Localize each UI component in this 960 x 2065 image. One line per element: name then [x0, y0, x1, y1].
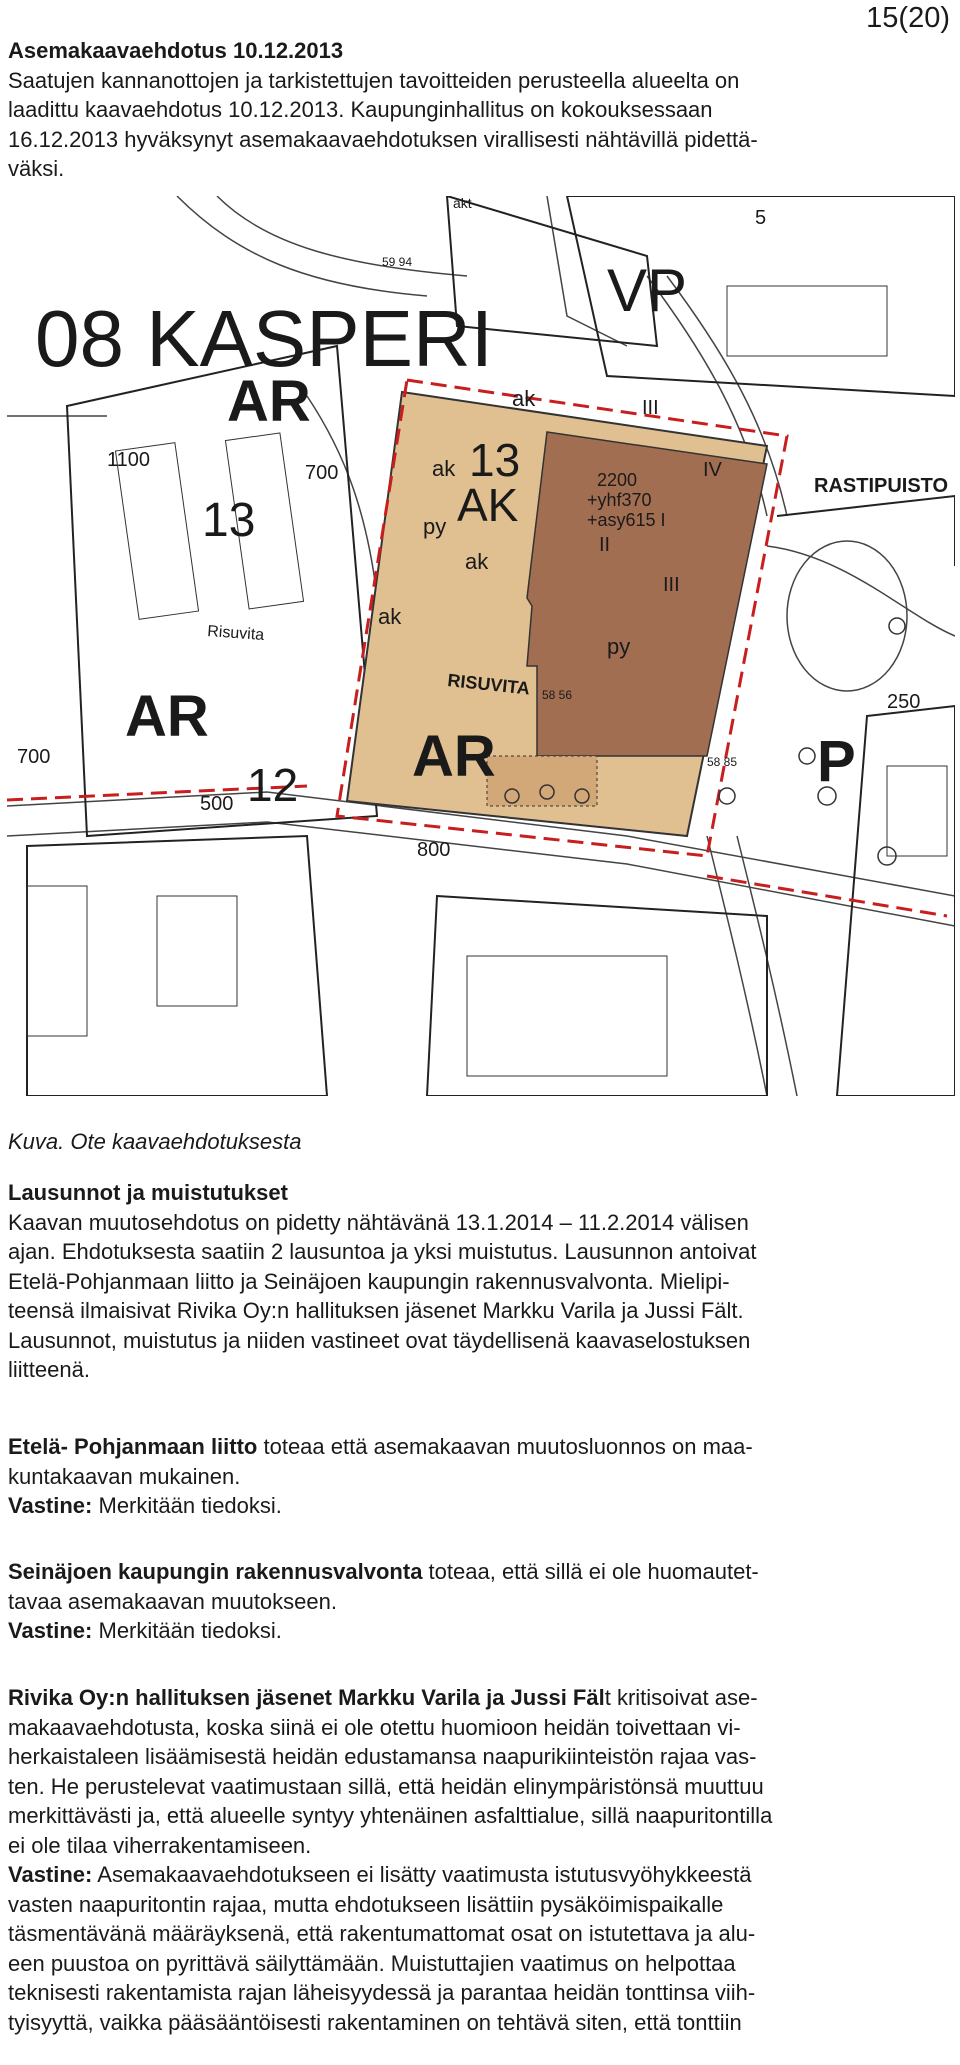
statement-rivika	[8, 1683, 952, 2037]
map-yhf: +yhf370	[587, 490, 652, 510]
statement-line: kuntakaavan mukainen.	[8, 1463, 241, 1489]
response-label: Vastine:	[8, 1862, 93, 1887]
figure-caption: Kuva. Ote kaavaehdotuksesta	[8, 1129, 302, 1154]
map-ak-label: ak	[432, 456, 456, 481]
map-number: 700	[305, 462, 339, 484]
map-py-label: py	[423, 514, 447, 539]
response-label: Vastine:	[8, 1493, 93, 1518]
statement-line: makaavaehdotusta, koska siinä ei ole otettu huomioon heidän toivettaan vi-	[8, 1714, 741, 1740]
response-text: Merkitään tiedoksi.	[92, 1493, 282, 1518]
map-p: P	[817, 729, 856, 794]
map-ak-label: ak	[512, 386, 536, 411]
map-akt: akt	[453, 196, 472, 211]
map-elevation: 58 56	[542, 688, 573, 702]
map-block-13: 13	[202, 494, 256, 547]
statement-etela-pohjanmaa	[8, 1432, 952, 1521]
map-rastipuisto: RASTIPUISTO	[814, 475, 949, 497]
statements-line: Lausunnot, muistutus ja niiden vastineet ovat täydellisenä kaavaselostuksen	[8, 1327, 751, 1353]
map-number: 1100	[107, 449, 151, 471]
map-vp: VP	[607, 257, 688, 324]
statements-line: ajan. Ehdotuksesta saatiin 2 lausuntoa ja yksi muistutus. Lausunnon antoivat	[8, 1239, 757, 1264]
statement-text: toteaa, että sillä ei ole huomautet-	[422, 1559, 759, 1584]
statement-author: Seinäjoen kaupungin rakennusvalvonta	[8, 1559, 423, 1584]
map-number: 700	[17, 746, 51, 768]
response-line	[8, 1860, 952, 1890]
statement-line	[8, 1432, 952, 1462]
map-ak-zone: AK	[457, 479, 519, 531]
map-py-label: py	[607, 634, 631, 659]
map-ak-number: 13	[469, 434, 521, 486]
statement-line	[8, 1683, 952, 1713]
response-label: Vastine:	[8, 1618, 93, 1643]
statements-line: teensä ilmaisivat Rivika Oy:n hallituksen jäsenet Markku Varila ja Jussi Fält.	[8, 1298, 744, 1323]
map-asy: +asy615 I	[587, 510, 666, 530]
statements-line: Etelä-Pohjanmaan liitto ja Seinäjoen kaupungin rakennusvalvonta. Mielipi-	[8, 1268, 730, 1294]
statements-line: Kaavan muutosehdotus on pidetty nähtävänä 13.1.2014 – 11.2.2014 välisen	[8, 1209, 749, 1235]
intro-section	[8, 36, 952, 184]
map-street-risuvita-small: Risuvita	[206, 623, 265, 644]
statement-line: merkittävästi ja, että alueelle syntyy yhtenäinen asfalttialue, sillä naapuritontilla	[8, 1803, 773, 1828]
map-floors-iii-top: III	[642, 397, 659, 419]
map-street-risuvita: RISUVITA	[446, 670, 531, 699]
statement-line: herkaistaleen lisäämisestä heidän edustamansa naapurikiinteistön rajaa vas-	[8, 1744, 757, 1769]
response-text: Asemakaavaehdotukseen ei lisätty vaatimusta istutusvyöhykkeestä	[92, 1862, 752, 1887]
response-line: teknisesti rakentamista rajan läheisyydessä ja parantaa heidän tonttinsa viih-	[8, 1980, 756, 2005]
map-elevation: 58 85	[707, 755, 738, 769]
statement-text: t kritisoivat ase-	[604, 1685, 758, 1710]
map-block-12: 12	[247, 759, 299, 811]
map-area-name: 08 KASPERI	[35, 294, 494, 383]
statements-section	[8, 1178, 952, 1385]
statement-line: ten. He perustelevat vaatimustaan sillä, että heidän elinympäristönsä muuttuu	[8, 1773, 764, 1799]
map-floors-ii: II	[599, 534, 611, 556]
statement-text: toteaa että asemakaavan muutosluonnos on maa-	[257, 1434, 753, 1459]
response-line: een puustoa on pyrittävä säilyttämään. Muistuttajien vaatimus on helpottaa	[8, 1950, 736, 1976]
intro-line: 16.12.2013 hyväksynyt asemakaavaehdotuksen virallisesti nähtävillä pidettä-	[8, 126, 758, 152]
statement-rakennusvalvonta	[8, 1557, 952, 1646]
intro-heading: Asemakaavaehdotus 10.12.2013	[8, 38, 344, 63]
map-number: 250	[887, 691, 921, 713]
response-line: täsmentävänä määräyksenä, että rakentumattomat osat on istutettava ja alu-	[8, 1921, 756, 1946]
response-text: Merkitään tiedoksi.	[92, 1618, 282, 1643]
response-line: tyisyyttä, vaikka pääsääntöisesti rakentaminen on tehtävä siten, että tonttiin	[8, 2009, 742, 2035]
statement-author: Etelä- Pohjanmaan liitto	[8, 1434, 258, 1459]
map-elevation: 59 94	[382, 255, 413, 269]
map-floors-iv: IV	[703, 459, 722, 481]
response-line	[8, 1616, 952, 1646]
statement-line: tavaa asemakaavan muutokseen.	[8, 1588, 337, 1614]
intro-line: väksi.	[8, 156, 65, 181]
statement-author: Rivika Oy:n hallituksen jäsenet Markku Varila ja Jussi Fäl	[8, 1685, 605, 1710]
zoning-map	[7, 196, 955, 1096]
map-number: 500	[200, 793, 234, 815]
statements-heading: Lausunnot ja muistutukset	[8, 1180, 288, 1205]
map-floors-iii-bottom: III	[663, 574, 680, 596]
map-ar-southwest: AR	[125, 684, 209, 749]
map-ak-label: ak	[465, 549, 489, 574]
statements-line: liitteenä.	[8, 1357, 90, 1382]
response-line	[8, 1491, 952, 1521]
statement-line	[8, 1557, 952, 1587]
map-area-2200: 2200	[597, 470, 638, 490]
response-line: vasten naapuritontin rajaa, mutta ehdotukseen lisättiin pysäköimispaikalle	[8, 1891, 724, 1917]
map-number: 5	[755, 207, 767, 229]
map-ar-north: AR	[227, 369, 311, 434]
map-ak-label: ak	[378, 604, 402, 629]
statement-line: ei ole tilaa viherrakentamiseen.	[8, 1832, 312, 1858]
page-number: 15(20)	[866, 2, 950, 34]
map-number: 800	[417, 839, 451, 861]
intro-line: Saatujen kannanottojen ja tarkistettujen tavoitteiden perusteella alueelta on	[8, 67, 740, 93]
map-ar-south: AR	[412, 724, 496, 789]
intro-line: laadittu kaavaehdotus 10.12.2013. Kaupunginhallitus on kokouksessaan	[8, 97, 713, 122]
